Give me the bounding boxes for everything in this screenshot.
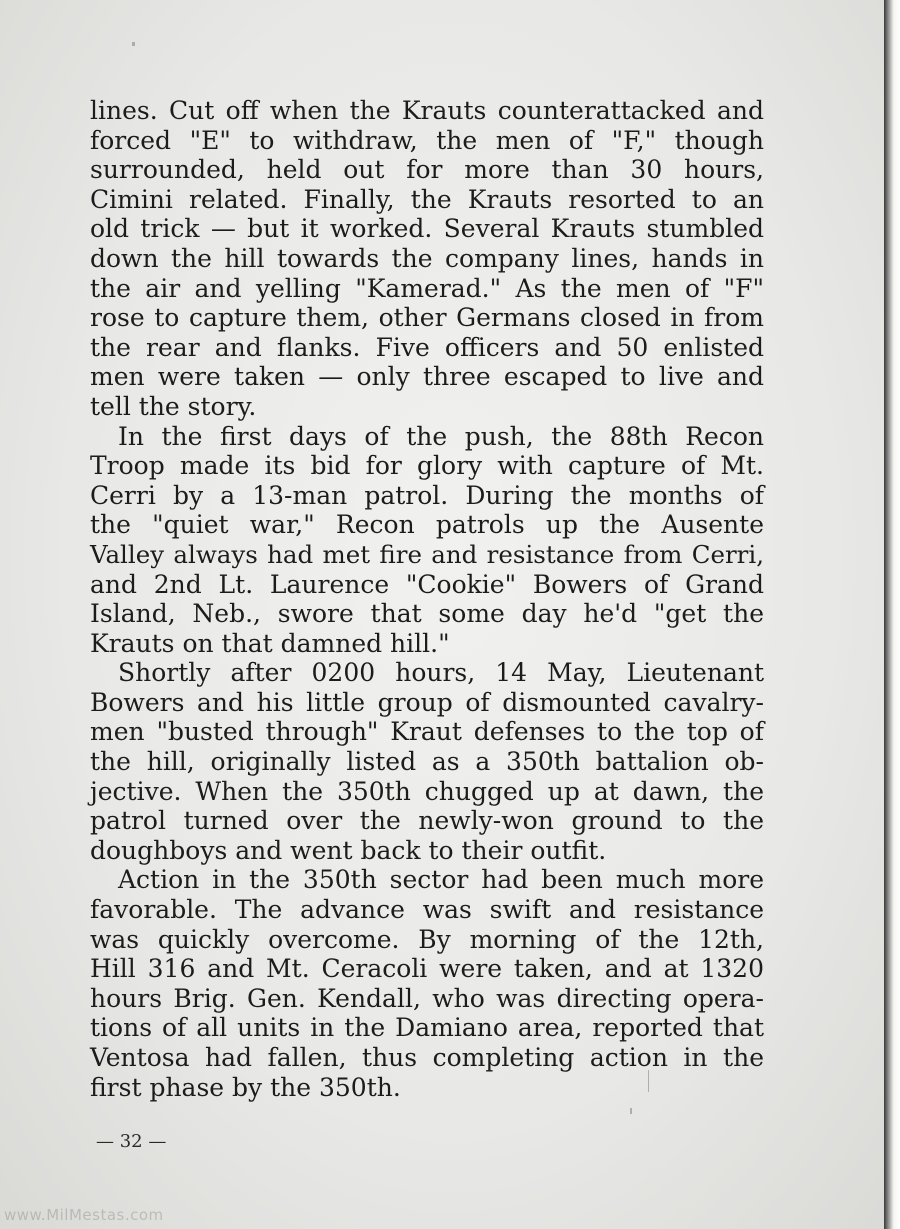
text-line: Krauts on that damned hill." [90,628,450,658]
text-line: tell the story. [90,391,257,421]
page-edge [884,0,900,1229]
text-line: the hill, originally listed as a 350th battalion ob- [90,747,764,777]
text-line: the "quiet war," Recon patrols up the Ausente [90,510,764,540]
text-line: patrol turned over the newly-won ground to the [90,806,764,836]
text-line: tions of all units in the Damiano area, reported that [90,1013,764,1043]
text-line: doughboys and went back to their outfit. [90,835,607,865]
text-line: Island, Neb., swore that some day he'd "get the [90,599,764,629]
text-line: Ventosa had fallen, thus completing action in the [90,1043,764,1072]
paragraph [90,422,764,659]
text-line: Cimini related. Finally, the Krauts resorted to an [90,184,764,214]
paragraph [90,658,764,865]
text-line: jective. When the 350th chugged up at dawn, the [90,776,764,806]
text-line: and 2nd Lt. Laurence "Cookie" Bowers of Grand [90,569,764,599]
text-line: hours Brig. Gen. Kendall, who was directing opera- [90,983,764,1013]
text-line: old trick — but it worked. Several Krauts stumbled [90,214,764,244]
text-line: down the hill towards the company lines, hands in [90,243,764,273]
text-line: first phase by the 350th. [90,1072,401,1102]
text-line: favorable. The advance was swift and resistance [90,895,764,925]
text-line: rose to capture them, other Germans closed in from [90,303,764,333]
text-line: Troop made its bid for glory with capture of Mt. [90,451,764,481]
text-line: lines. Cut off when the Krauts counterattacked and [90,96,764,125]
paragraph [90,865,764,1102]
text-line: Action in the 350th sector had been much more [118,865,764,895]
text-line: surrounded, held out for more than 30 hours, [90,155,764,185]
body-text [90,96,764,1102]
ink-speck [132,42,135,46]
text-line: men "busted through" Kraut defenses to the top of [90,717,764,747]
text-line: Valley always had met fire and resistance from Cerri, [90,539,764,569]
text-line: was quickly overcome. By morning of the 12th, [90,924,764,954]
text-line: forced "E" to withdraw, the men of "F," though [90,125,764,155]
text-line: In the first days of the push, the 88th Recon [118,421,764,451]
text-line: Shortly after 0200 hours, 14 May, Lieutenant [118,658,764,688]
watermark: www.MilMestas.com [4,1206,164,1224]
text-line: Bowers and his little group of dismounted cavalry- [90,687,764,717]
page-number: — 32 — [96,1131,167,1152]
text-line: the air and yelling "Kamerad." As the men of "F" [90,273,764,303]
ink-speck [630,1108,632,1114]
text-line: men were taken — only three escaped to live and [90,362,764,392]
text-line: Cerri by a 13-man patrol. During the months of [90,480,764,510]
text-line: the rear and flanks. Five officers and 50 enlisted [90,332,764,362]
paragraph [90,96,764,422]
text-line: Hill 316 and Mt. Ceracoli were taken, and at 1320 [90,954,764,984]
